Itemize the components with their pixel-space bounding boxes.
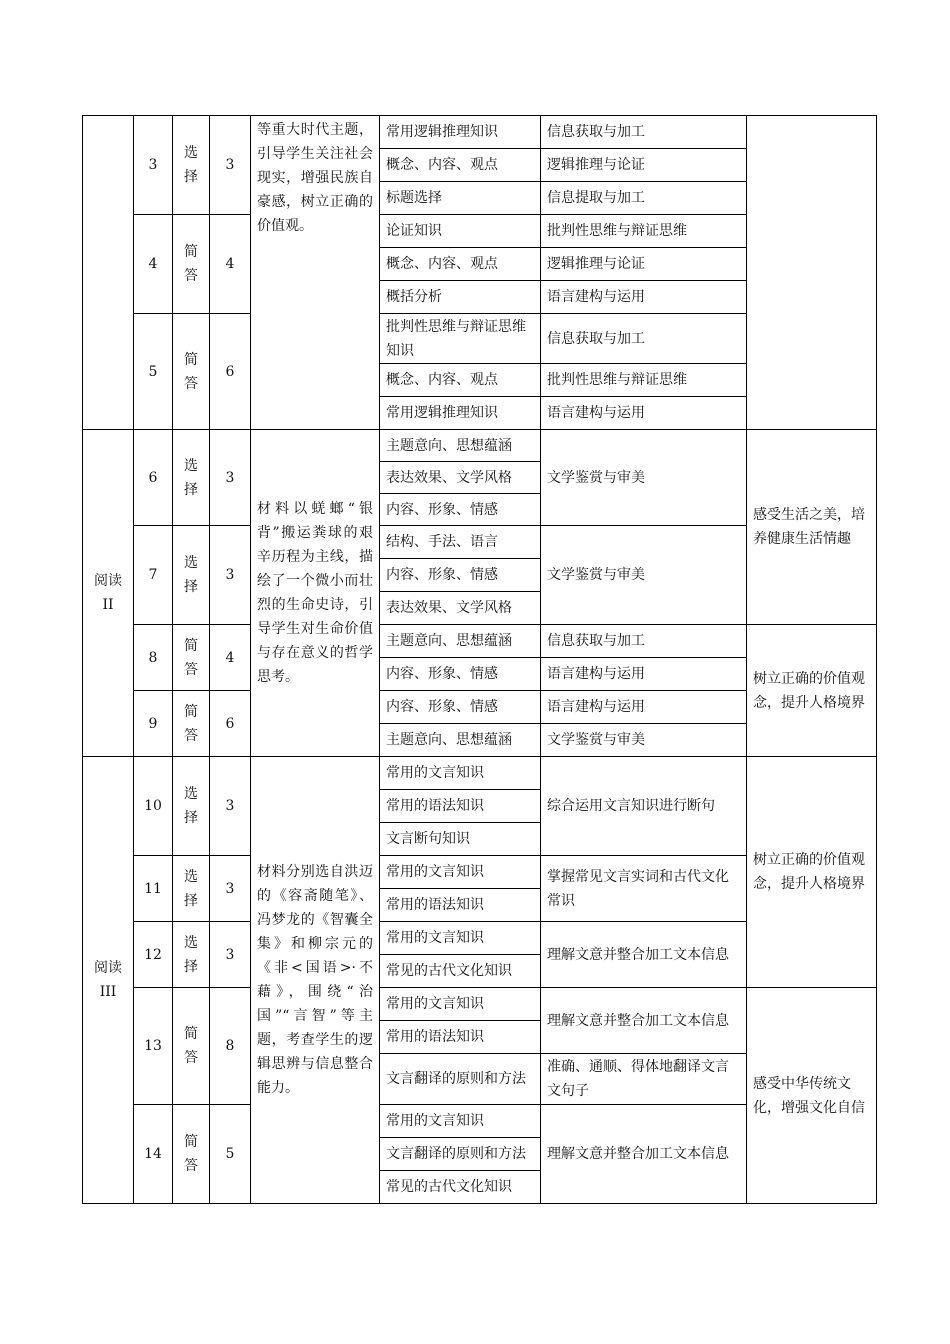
value-cell: [747, 116, 877, 430]
question-number: 9: [134, 691, 173, 757]
knowledge-cell: 文言翻译的原则和方法: [380, 1138, 541, 1171]
knowledge-cell: 概念、内容、观点: [380, 364, 541, 397]
question-number: 7: [134, 526, 173, 625]
knowledge-cell: 常用的文言知识: [380, 757, 541, 790]
ability-cell: 文学鉴赏与审美: [541, 724, 747, 757]
question-score: 5: [210, 1105, 251, 1204]
question-type: 简答: [173, 215, 210, 314]
question-type: 选择: [173, 430, 210, 526]
question-type: 简答: [173, 1105, 210, 1204]
ability-cell: 理解文意并整合加工文本信息: [541, 988, 747, 1054]
question-score: 3: [210, 856, 251, 922]
material-description: 等重大时代主题，引导学生关注社会现实，增强民族自豪感，树立正确的价值观。: [251, 116, 380, 430]
ability-cell: 综合运用文言知识进行断句: [541, 757, 747, 856]
knowledge-cell: 概括分析: [380, 281, 541, 314]
question-number: 10: [134, 757, 173, 856]
question-type: 选择: [173, 526, 210, 625]
knowledge-cell: 常用的语法知识: [380, 790, 541, 823]
question-score: 6: [210, 314, 251, 430]
knowledge-cell: 常用的文言知识: [380, 988, 541, 1021]
knowledge-cell: 常用的文言知识: [380, 1105, 541, 1138]
question-number: 5: [134, 314, 173, 430]
question-number: 4: [134, 215, 173, 314]
question-type: 选择: [173, 116, 210, 215]
knowledge-cell: 批判性思维与辩证思维知识: [380, 314, 541, 364]
question-score: 3: [210, 116, 251, 215]
value-cell: 树立正确的价值观念，提升人格境界: [747, 625, 877, 757]
knowledge-cell: 文言断句知识: [380, 823, 541, 856]
value-cell: 感受中华传统文化，增强文化自信: [747, 988, 877, 1204]
question-type: 选择: [173, 757, 210, 856]
question-type: 选择: [173, 856, 210, 922]
knowledge-cell: 标题选择: [380, 182, 541, 215]
material-description: 材料以蜣螂“银背”搬运粪球的艰辛历程为主线，描绘了一个微小而壮烈的生命史诗，引导学生对生命价值与存在意义的哲学思考。: [251, 430, 380, 757]
question-type: 简答: [173, 691, 210, 757]
knowledge-cell: 内容、形象、情感: [380, 658, 541, 691]
knowledge-cell: 内容、形象、情感: [380, 494, 541, 526]
knowledge-cell: 主题意向、思想蕴涵: [380, 724, 541, 757]
knowledge-cell: 表达效果、文学风格: [380, 592, 541, 625]
knowledge-cell: 常见的古代文化知识: [380, 1171, 541, 1204]
ability-cell: 逻辑推理与论证: [541, 149, 747, 182]
ability-cell: 批判性思维与辩证思维: [541, 364, 747, 397]
knowledge-cell: 常用的文言知识: [380, 922, 541, 955]
knowledge-cell: 常用的文言知识: [380, 856, 541, 889]
ability-cell: 语言建构与运用: [541, 397, 747, 430]
ability-cell: 准确、通顺、得体地翻译文言文句子: [541, 1054, 747, 1105]
knowledge-cell: 表达效果、文学风格: [380, 462, 541, 494]
ability-cell: 逻辑推理与论证: [541, 248, 747, 281]
question-number: 13: [134, 988, 173, 1105]
question-score: 3: [210, 430, 251, 526]
question-number: 14: [134, 1105, 173, 1204]
ability-cell: 理解文意并整合加工文本信息: [541, 1105, 747, 1204]
question-number: 8: [134, 625, 173, 691]
question-score: 4: [210, 625, 251, 691]
ability-cell: 语言建构与运用: [541, 691, 747, 724]
question-type: 简答: [173, 625, 210, 691]
question-number: 11: [134, 856, 173, 922]
knowledge-cell: 主题意向、思想蕴涵: [380, 430, 541, 462]
ability-cell: 信息获取与加工: [541, 625, 747, 658]
ability-cell: 语言建构与运用: [541, 658, 747, 691]
question-score: 3: [210, 757, 251, 856]
question-type: 选择: [173, 922, 210, 988]
ability-cell: 文学鉴赏与审美: [541, 430, 747, 526]
knowledge-cell: 内容、形象、情感: [380, 559, 541, 592]
question-score: 6: [210, 691, 251, 757]
value-cell: 树立正确的价值观念，提升人格境界: [747, 757, 877, 988]
knowledge-cell: 论证知识: [380, 215, 541, 248]
ability-cell: 批判性思维与辩证思维: [541, 215, 747, 248]
section-label: 阅读III: [83, 757, 134, 1204]
question-number: 12: [134, 922, 173, 988]
ability-cell: 信息获取与加工: [541, 116, 747, 149]
section-cell: [83, 116, 134, 430]
question-number: 3: [134, 116, 173, 215]
knowledge-cell: 概念、内容、观点: [380, 149, 541, 182]
question-score: 3: [210, 526, 251, 625]
ability-cell: 信息获取与加工: [541, 314, 747, 364]
knowledge-cell: 结构、手法、语言: [380, 526, 541, 559]
ability-cell: 语言建构与运用: [541, 281, 747, 314]
knowledge-cell: 常用的语法知识: [380, 889, 541, 922]
knowledge-cell: 常用逻辑推理知识: [380, 116, 541, 149]
knowledge-cell: 常见的古代文化知识: [380, 955, 541, 988]
section-label: 阅读II: [83, 430, 134, 757]
knowledge-cell: 常用逻辑推理知识: [380, 397, 541, 430]
ability-cell: 理解文意并整合加工文本信息: [541, 922, 747, 988]
exam-spec-table: [82, 115, 877, 1204]
question-score: 3: [210, 922, 251, 988]
question-number: 6: [134, 430, 173, 526]
material-description: 材料分别选自洪迈的《容斋随笔》、冯梦龙的《智囊全集》和柳宗元的《非<国语>·不藉》，围绕“治国”“言智”等主题，考查学生的逻辑思辨与信息整合能力。: [251, 757, 380, 1204]
ability-cell: 文学鉴赏与审美: [541, 526, 747, 625]
question-score: 8: [210, 988, 251, 1105]
knowledge-cell: 常用的语法知识: [380, 1021, 541, 1054]
ability-cell: 掌握常见文言实词和古代文化常识: [541, 856, 747, 922]
question-type: 简答: [173, 314, 210, 430]
knowledge-cell: 主题意向、思想蕴涵: [380, 625, 541, 658]
knowledge-cell: 概念、内容、观点: [380, 248, 541, 281]
knowledge-cell: 文言翻译的原则和方法: [380, 1054, 541, 1105]
value-cell: 感受生活之美，培养健康生活情趣: [747, 430, 877, 625]
knowledge-cell: 内容、形象、情感: [380, 691, 541, 724]
question-score: 4: [210, 215, 251, 314]
ability-cell: 信息提取与加工: [541, 182, 747, 215]
question-type: 简答: [173, 988, 210, 1105]
